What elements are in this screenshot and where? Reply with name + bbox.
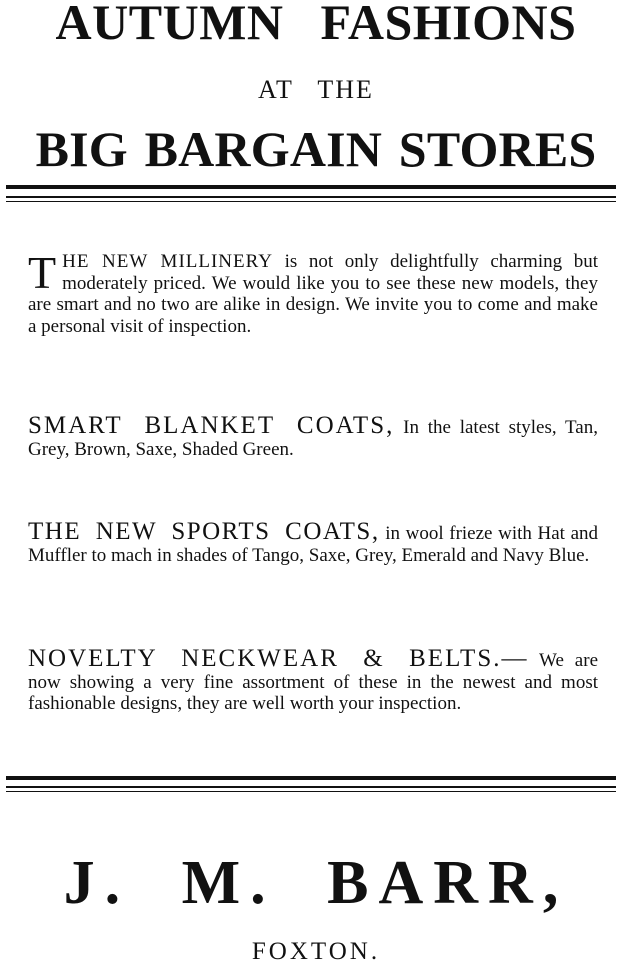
proprietor-name: J. M. BARR, — [63, 849, 569, 917]
section-sports-coats — [28, 518, 598, 566]
top-divider-thin — [6, 196, 616, 198]
neckwear-body: We are now showing a very fine assortment of these in the newest and most fashionable designs, they are well worth your inspection. — [28, 650, 598, 714]
sports-coats-body: in wool frieze with Hat and Muffler to mach in shades of Tango, Saxe, Grey, Emerald and Navy Blue. — [28, 523, 598, 566]
bottom-divider-hairline — [6, 791, 616, 792]
millinery-lead: HE NEW MILLINERY — [62, 251, 273, 272]
section-blanket-coats — [28, 412, 598, 460]
neckwear-heading: NOVELTY NECKWEAR & BELTS.— — [28, 645, 529, 672]
top-divider-thick — [6, 185, 616, 189]
sports-coats-heading: THE NEW SPORTS COATS, — [28, 518, 380, 545]
headline-store-name: BIG BARGAIN STORES — [35, 121, 597, 177]
section-neckwear — [28, 645, 598, 715]
dropcap-letter: T — [28, 247, 57, 298]
bottom-divider-thick — [6, 776, 616, 780]
section-millinery — [28, 247, 598, 337]
bottom-divider-thin — [6, 786, 616, 788]
headline-at-the: AT THE — [258, 75, 374, 104]
headline-autumn-fashions: AUTUMN FASHIONS — [55, 0, 577, 50]
top-divider-hairline — [6, 201, 616, 202]
town-name: FOXTON. — [251, 938, 381, 965]
blanket-coats-body: In the latest styles, Tan, Grey, Brown, Saxe, Shaded Green. — [28, 417, 598, 460]
millinery-body: is not only delightfully charming but moderately priced. We would like you to see these new models, they are smart and no two are alike in design. We invite you to come and make a personal visit of inspection. — [28, 251, 598, 337]
blanket-coats-heading: SMART BLANKET COATS, — [28, 412, 395, 439]
